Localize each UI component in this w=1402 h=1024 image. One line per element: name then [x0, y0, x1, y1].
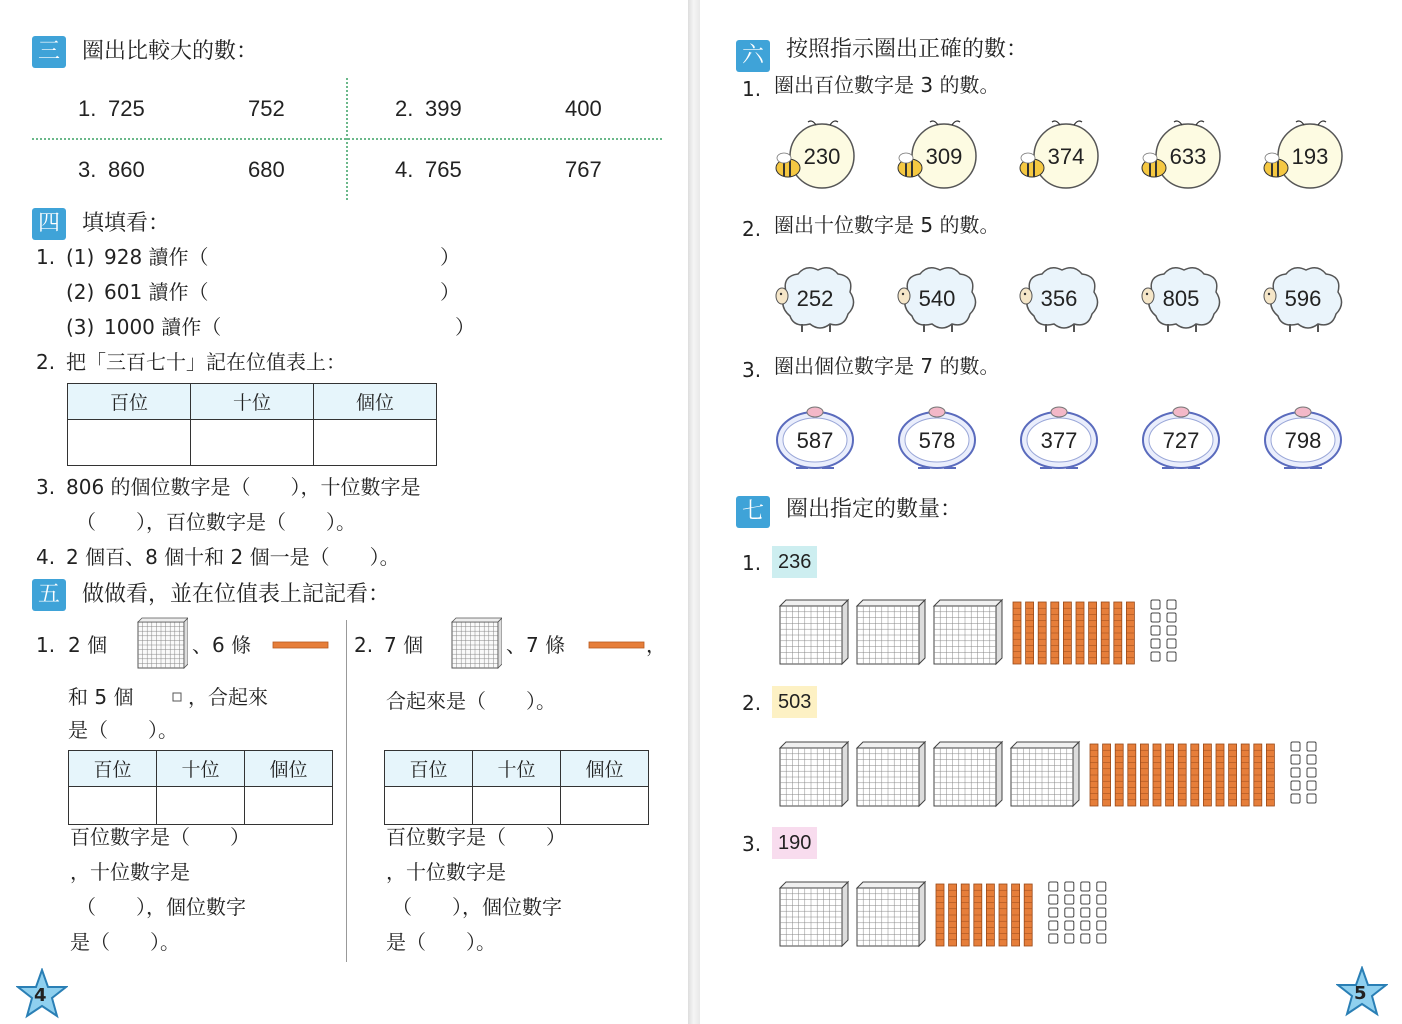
bug-number-label: 727 — [1162, 428, 1200, 453]
ten-rod[interactable] — [1266, 744, 1274, 806]
header-tens: 十位 — [157, 751, 245, 787]
s6-q1-label: 1. — [742, 77, 762, 101]
one-cube[interactable] — [1307, 742, 1316, 751]
one-cube[interactable] — [1081, 882, 1090, 891]
section-5-badge: 五 — [32, 579, 66, 611]
one-cube[interactable] — [1049, 895, 1058, 904]
ten-rod[interactable] — [1166, 744, 1174, 806]
s7-item-1-label: 1. — [742, 551, 762, 575]
q3-line1: 806 的個位數字是（ ），十位數字是 — [66, 475, 421, 499]
s7-item-2-value: 503 — [772, 686, 817, 718]
header-ones: 個位 — [245, 751, 333, 787]
cell-tens[interactable] — [191, 420, 314, 466]
compare-2-label: 2. — [395, 96, 414, 121]
one-cube[interactable] — [1097, 908, 1106, 917]
bee-number-label: 193 — [1291, 144, 1329, 169]
ten-rod[interactable] — [1203, 744, 1211, 806]
one-cube[interactable] — [1291, 742, 1300, 751]
ten-rod[interactable] — [1153, 744, 1161, 806]
place-value-table-s5q2 — [384, 750, 649, 825]
header-ones: 個位 — [561, 751, 649, 787]
compare-4-label: 4. — [395, 157, 414, 182]
q1-3-label: (3) — [66, 315, 95, 339]
one-cube[interactable] — [1097, 934, 1106, 943]
s5-q2-label: 2. — [354, 633, 374, 657]
one-cube[interactable] — [1065, 921, 1074, 930]
ten-rod[interactable] — [999, 884, 1007, 946]
section-7-badge: 七 — [736, 496, 770, 528]
bee-number-3[interactable] — [1016, 120, 1102, 192]
compare-1-label: 1. — [78, 96, 97, 121]
one-cube[interactable] — [1097, 921, 1106, 930]
q1-3-text: 1000 讀作（ — [104, 315, 222, 339]
s5-q1-part2: 、6 條 — [192, 633, 252, 657]
one-cube[interactable] — [1065, 908, 1074, 917]
sheep-number-label: 356 — [1040, 286, 1078, 311]
ten-rod[interactable] — [1241, 744, 1249, 806]
ten-rod[interactable] — [1216, 744, 1224, 806]
ten-rod[interactable] — [1026, 602, 1034, 664]
q3-line2: （ ），百位數字是（ ）。 — [76, 510, 356, 534]
ten-rod[interactable] — [1114, 602, 1122, 664]
section-7-title: 圈出指定的數量： — [786, 497, 963, 522]
bee-number-label: 230 — [803, 144, 841, 169]
section-3-title: 圈出比較大的數： — [82, 39, 259, 64]
q1-3-close: ） — [455, 315, 475, 339]
one-cube[interactable] — [1151, 613, 1160, 622]
ten-rod[interactable] — [1051, 602, 1059, 664]
s5-q2-ans1: 百位數字是（ ） — [386, 825, 566, 849]
compare-4-a[interactable]: 765 — [425, 157, 462, 182]
q4-label: 4. — [36, 545, 56, 569]
s5-q1-line2b: ，合起來 — [188, 685, 268, 709]
header-hundreds: 百位 — [69, 751, 157, 787]
one-cube[interactable] — [1081, 934, 1090, 943]
ten-rod[interactable] — [1076, 602, 1084, 664]
q2-label: 2. — [36, 350, 56, 374]
q2-text: 把「三百七十」記在位值表上： — [66, 350, 346, 374]
s6-q2-label: 2. — [742, 217, 762, 241]
one-cube[interactable] — [1151, 600, 1160, 609]
q1-2-text: 601 讀作（ — [104, 280, 209, 304]
page-number-left: 4 — [34, 985, 47, 1006]
sheep-number-5[interactable] — [1260, 262, 1346, 334]
ten-rod[interactable] — [974, 884, 982, 946]
one-cube[interactable] — [1151, 626, 1160, 635]
s6-q1-text: 圈出百位數字是 3 的數。 — [774, 73, 1000, 97]
compare-2-b[interactable]: 400 — [565, 96, 602, 121]
s5-q2-ans3: （ ），個位數字 — [392, 895, 562, 919]
one-cube[interactable] — [1167, 626, 1176, 635]
ten-rod[interactable] — [1090, 744, 1098, 806]
header-tens: 十位 — [191, 384, 314, 420]
q1-1-text: 928 讀作（ — [104, 245, 209, 269]
bee-number-1[interactable] — [772, 120, 858, 192]
q1-1-close: ） — [440, 245, 460, 269]
compare-4-b[interactable]: 767 — [565, 157, 602, 182]
s7-item-3-label: 3. — [742, 832, 762, 856]
ten-rod[interactable] — [1178, 744, 1186, 806]
one-cube[interactable] — [1081, 895, 1090, 904]
s5-q2-part2: 、7 條 — [506, 633, 566, 657]
bee-number-5[interactable] — [1260, 120, 1346, 192]
hundred-block[interactable] — [857, 882, 925, 946]
ten-rod[interactable] — [1128, 744, 1136, 806]
left-page — [0, 0, 690, 1024]
sheep-number-label: 805 — [1162, 286, 1200, 311]
header-hundreds: 百位 — [68, 384, 191, 420]
compare-3-label: 3. — [78, 157, 97, 182]
bug-number-5[interactable] — [1260, 402, 1346, 474]
cell-hundreds[interactable] — [69, 787, 157, 825]
q1-2-close: ） — [440, 280, 460, 304]
right-page — [700, 0, 1402, 1024]
bee-number-4[interactable] — [1138, 120, 1224, 192]
one-cube[interactable] — [1097, 882, 1106, 891]
one-cube[interactable] — [1081, 921, 1090, 930]
ten-rod[interactable] — [986, 884, 994, 946]
hundred-block-icon — [444, 616, 502, 674]
cell-ones[interactable] — [245, 787, 333, 825]
ten-rod[interactable] — [1229, 744, 1237, 806]
one-cube[interactable] — [1291, 768, 1300, 777]
cell-tens[interactable] — [157, 787, 245, 825]
s6-q3-label: 3. — [742, 358, 762, 382]
q3-label: 3. — [36, 475, 56, 499]
q1-1-label: (1) — [66, 245, 95, 269]
section-4-badge: 四 — [32, 208, 66, 240]
compare-1-a[interactable]: 725 — [108, 96, 145, 121]
one-cube[interactable] — [1049, 908, 1058, 917]
header-ones: 個位 — [314, 384, 437, 420]
bee-number-label: 374 — [1047, 144, 1085, 169]
section-5-divider — [346, 620, 347, 962]
one-cube[interactable] — [1307, 755, 1316, 764]
one-cube[interactable] — [1049, 934, 1058, 943]
ten-rod[interactable] — [1115, 744, 1123, 806]
place-value-table-q2 — [67, 383, 437, 466]
section-4-title: 填填看： — [82, 211, 171, 236]
s5-q1-ans3: （ ），個位數字 — [76, 895, 246, 919]
bug-number-label: 798 — [1284, 428, 1322, 453]
s5-q2-ans2: ，十位數字是 — [386, 860, 506, 884]
place-value-table-s5q1 — [68, 750, 333, 825]
s5-q2-part3: ， — [646, 633, 666, 657]
ten-rod-icon — [588, 640, 646, 650]
s7-item-2-label: 2. — [742, 691, 762, 715]
one-cube[interactable] — [1167, 613, 1176, 622]
ten-rod[interactable] — [1191, 744, 1199, 806]
cell-ones[interactable] — [314, 420, 437, 466]
s7-item-1-value: 236 — [772, 546, 817, 578]
bug-number-4[interactable] — [1138, 402, 1224, 474]
ten-rod[interactable] — [1038, 602, 1046, 664]
hundred-block[interactable] — [780, 742, 848, 806]
one-cube[interactable] — [1307, 768, 1316, 777]
hundred-block[interactable] — [780, 882, 848, 946]
s5-q1-line2: 和 5 個 — [68, 685, 134, 709]
compare-3-b[interactable]: 680 — [248, 157, 285, 182]
one-cube[interactable] — [1291, 781, 1300, 790]
sheep-number-label: 252 — [796, 286, 834, 311]
hundred-block[interactable] — [1011, 742, 1079, 806]
sheep-number-3[interactable] — [1016, 262, 1102, 334]
one-cube[interactable] — [1151, 639, 1160, 648]
bug-number-label: 377 — [1040, 428, 1078, 453]
s5-q1-ans2: ，十位數字是 — [70, 860, 190, 884]
one-cube[interactable] — [1097, 895, 1106, 904]
bee-number-2[interactable] — [894, 120, 980, 192]
ten-rod[interactable] — [1140, 744, 1148, 806]
one-cube[interactable] — [1291, 794, 1300, 803]
sheep-number-label: 540 — [918, 286, 956, 311]
bug-number-1[interactable] — [772, 402, 858, 474]
one-cube[interactable] — [1291, 755, 1300, 764]
sheep-number-2[interactable] — [894, 262, 980, 334]
s5-q2-line2: 合起來是（ ）。 — [386, 689, 556, 713]
one-cube[interactable] — [1049, 882, 1058, 891]
ten-rod[interactable] — [1063, 602, 1071, 664]
q4-text: 2 個百、8 個十和 2 個一是（ ）。 — [66, 545, 400, 569]
one-cube[interactable] — [1167, 600, 1176, 609]
ten-rod-icon — [272, 640, 330, 650]
ten-rod[interactable] — [1012, 884, 1020, 946]
bee-number-label: 633 — [1169, 144, 1207, 169]
compare-1-b[interactable]: 752 — [248, 96, 285, 121]
bug-number-3[interactable] — [1016, 402, 1102, 474]
s5-q1-ans4: 是（ ）。 — [70, 930, 180, 954]
compare-3-a[interactable]: 860 — [108, 157, 145, 182]
hundred-block[interactable] — [780, 600, 848, 664]
one-cube[interactable] — [1065, 882, 1074, 891]
ten-rod[interactable] — [961, 884, 969, 946]
ten-rod[interactable] — [936, 884, 944, 946]
s5-q2-ans4: 是（ ）。 — [386, 930, 496, 954]
ten-rod[interactable] — [949, 884, 957, 946]
one-cube-icon — [172, 690, 184, 702]
bug-number-label: 578 — [918, 428, 956, 453]
s5-q1-label: 1. — [36, 633, 56, 657]
ten-rod[interactable] — [1013, 602, 1021, 664]
s6-q2-text: 圈出十位數字是 5 的數。 — [774, 213, 1000, 237]
one-cube[interactable] — [1307, 794, 1316, 803]
q1-2-label: (2) — [66, 280, 95, 304]
section-6-badge: 六 — [736, 40, 770, 72]
cell-hundreds[interactable] — [385, 787, 473, 825]
hundred-block[interactable] — [934, 742, 1002, 806]
s5-q1-line3: 是（ ）。 — [68, 718, 178, 742]
cell-ones[interactable] — [561, 787, 649, 825]
hundred-block[interactable] — [857, 742, 925, 806]
s5-q1-ans1: 百位數字是（ ） — [70, 825, 250, 849]
one-cube[interactable] — [1065, 895, 1074, 904]
ten-rod[interactable] — [1024, 884, 1032, 946]
cell-tens[interactable] — [473, 787, 561, 825]
q1-label: 1. — [36, 245, 56, 269]
s7-item-3-value: 190 — [772, 827, 817, 859]
divider-horizontal — [32, 138, 662, 140]
sheep-number-1[interactable] — [772, 262, 858, 334]
sheep-number-label: 596 — [1284, 286, 1322, 311]
hundred-block-icon — [130, 616, 188, 674]
one-cube[interactable] — [1151, 652, 1160, 661]
s5-q1-part1: 2 個 — [68, 633, 108, 657]
one-cube[interactable] — [1167, 639, 1176, 648]
ten-rod[interactable] — [1126, 602, 1134, 664]
section-6-title: 按照指示圈出正確的數： — [786, 37, 1029, 62]
header-tens: 十位 — [473, 751, 561, 787]
ten-rod[interactable] — [1254, 744, 1262, 806]
hundred-block[interactable] — [934, 600, 1002, 664]
ten-rod[interactable] — [1103, 744, 1111, 806]
hundred-block[interactable] — [857, 600, 925, 664]
section-3-badge: 三 — [32, 36, 66, 68]
header-hundreds: 百位 — [385, 751, 473, 787]
one-cube[interactable] — [1065, 934, 1074, 943]
ten-rod[interactable] — [1089, 602, 1097, 664]
one-cube[interactable] — [1167, 652, 1176, 661]
one-cube[interactable] — [1307, 781, 1316, 790]
section-5-title: 做做看，並在位值表上記記看： — [82, 582, 391, 607]
one-cube[interactable] — [1081, 908, 1090, 917]
sheep-number-4[interactable] — [1138, 262, 1224, 334]
page-number-right: 5 — [1354, 983, 1367, 1004]
bee-number-label: 309 — [925, 144, 963, 169]
one-cube[interactable] — [1049, 921, 1058, 930]
s5-q2-part1: 7 個 — [384, 633, 424, 657]
ten-rod[interactable] — [1101, 602, 1109, 664]
bug-number-2[interactable] — [894, 402, 980, 474]
cell-hundreds[interactable] — [68, 420, 191, 466]
s6-q3-text: 圈出個位數字是 7 的數。 — [774, 354, 1000, 378]
compare-2-a[interactable]: 399 — [425, 96, 462, 121]
bug-number-label: 587 — [796, 428, 834, 453]
